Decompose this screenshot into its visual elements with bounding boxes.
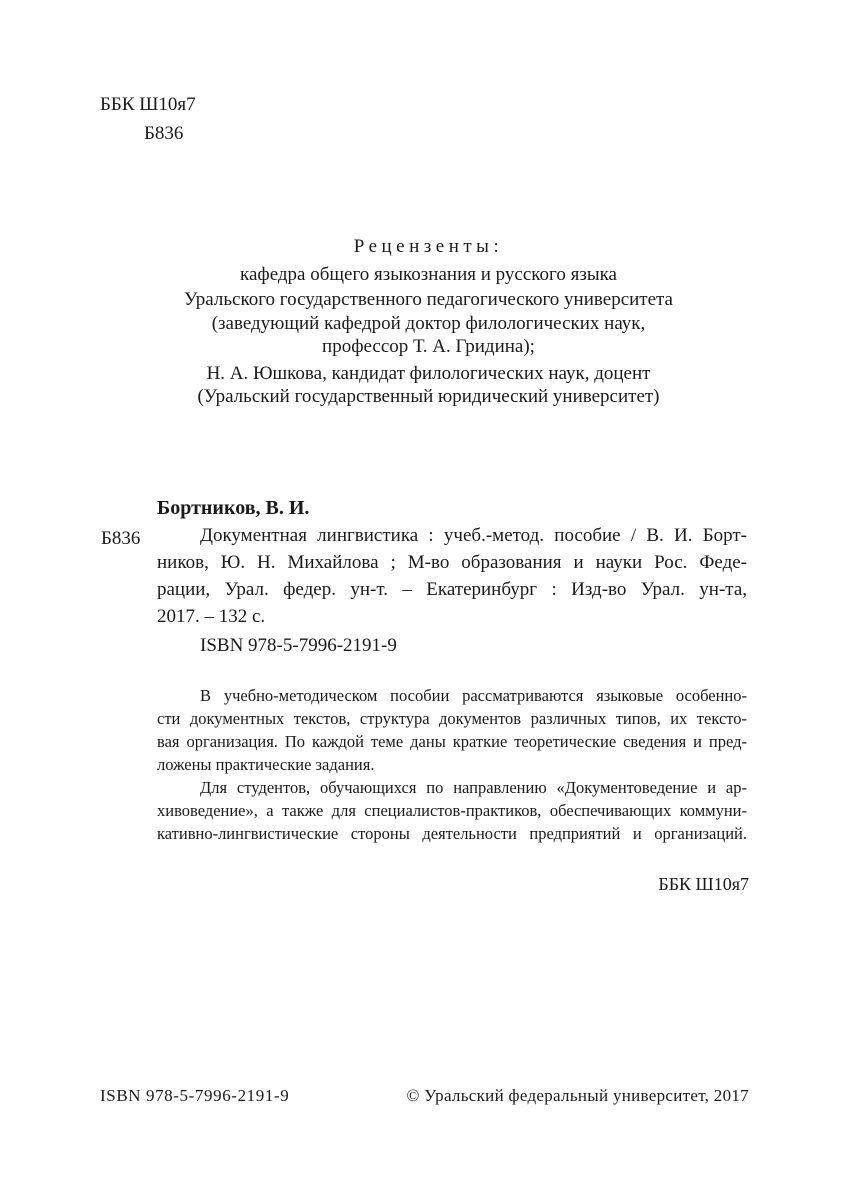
reviewer-line: профессор Т. А. Гридина); bbox=[322, 336, 535, 357]
record-mark: Б836 bbox=[101, 528, 141, 549]
annotation-line: кативно-лингвистические стороны деятельности предприятий и организаций. bbox=[157, 824, 747, 843]
reviewer-line: Н. А. Юшкова, кандидат филологических наук, доцент bbox=[206, 363, 651, 384]
record-description-line: 2017. – 132 с. bbox=[157, 606, 266, 627]
record-author: Бортников, В. И. bbox=[157, 497, 310, 519]
annotation-line: Для студентов, обучающихся по направлению «Документоведение и ар- bbox=[200, 778, 747, 797]
reviewer-line: (Уральский государственный юридический университет) bbox=[197, 386, 660, 407]
bbk-index: ББК Ш10я7 bbox=[100, 94, 196, 115]
bbk-index-right: ББК Ш10я7 bbox=[658, 874, 749, 894]
annotation-line: вая организация. По каждой теме даны краткие теоретические сведения и пред- bbox=[157, 732, 747, 751]
record-description-line: рации, Урал. федер. ун-т. – Екатеринбург : Изд-во Урал. ун-та, bbox=[157, 579, 747, 600]
footer-copyright: © Уральский федеральный университет, 2017 bbox=[406, 1086, 749, 1105]
reviewer-line: (заведующий кафедрой доктор филологических наук, bbox=[211, 313, 646, 334]
reviewer-line: Уральского государственного педагогического университета bbox=[183, 289, 673, 310]
author-mark: Б836 bbox=[144, 123, 184, 144]
annotation-line: хивоведение», а также для специалистов-практиков, обеспечивающих коммуни- bbox=[157, 801, 747, 820]
annotation-line: ложены практические задания. bbox=[157, 755, 375, 774]
record-isbn: ISBN 978-5-7996-2191-9 bbox=[200, 635, 397, 656]
reviewers-heading: Рецензенты: bbox=[353, 236, 504, 257]
annotation-line: В учебно-методическом пособии рассматриваются языковые особенно- bbox=[200, 686, 747, 705]
footer-isbn: ISBN 978-5-7996-2191-9 bbox=[100, 1086, 290, 1105]
record-description-line: Документная лингвистика : учеб.-метод. пособие / В. И. Борт- bbox=[200, 525, 747, 546]
reviewer-line: кафедра общего языкознания и русского языка bbox=[240, 264, 617, 285]
record-description-line: ников, Ю. Н. Михайлова ; М-во образования и науки Рос. Феде- bbox=[157, 552, 747, 573]
annotation-line: сти документных текстов, структура документов различных типов, их тексто- bbox=[157, 709, 747, 728]
